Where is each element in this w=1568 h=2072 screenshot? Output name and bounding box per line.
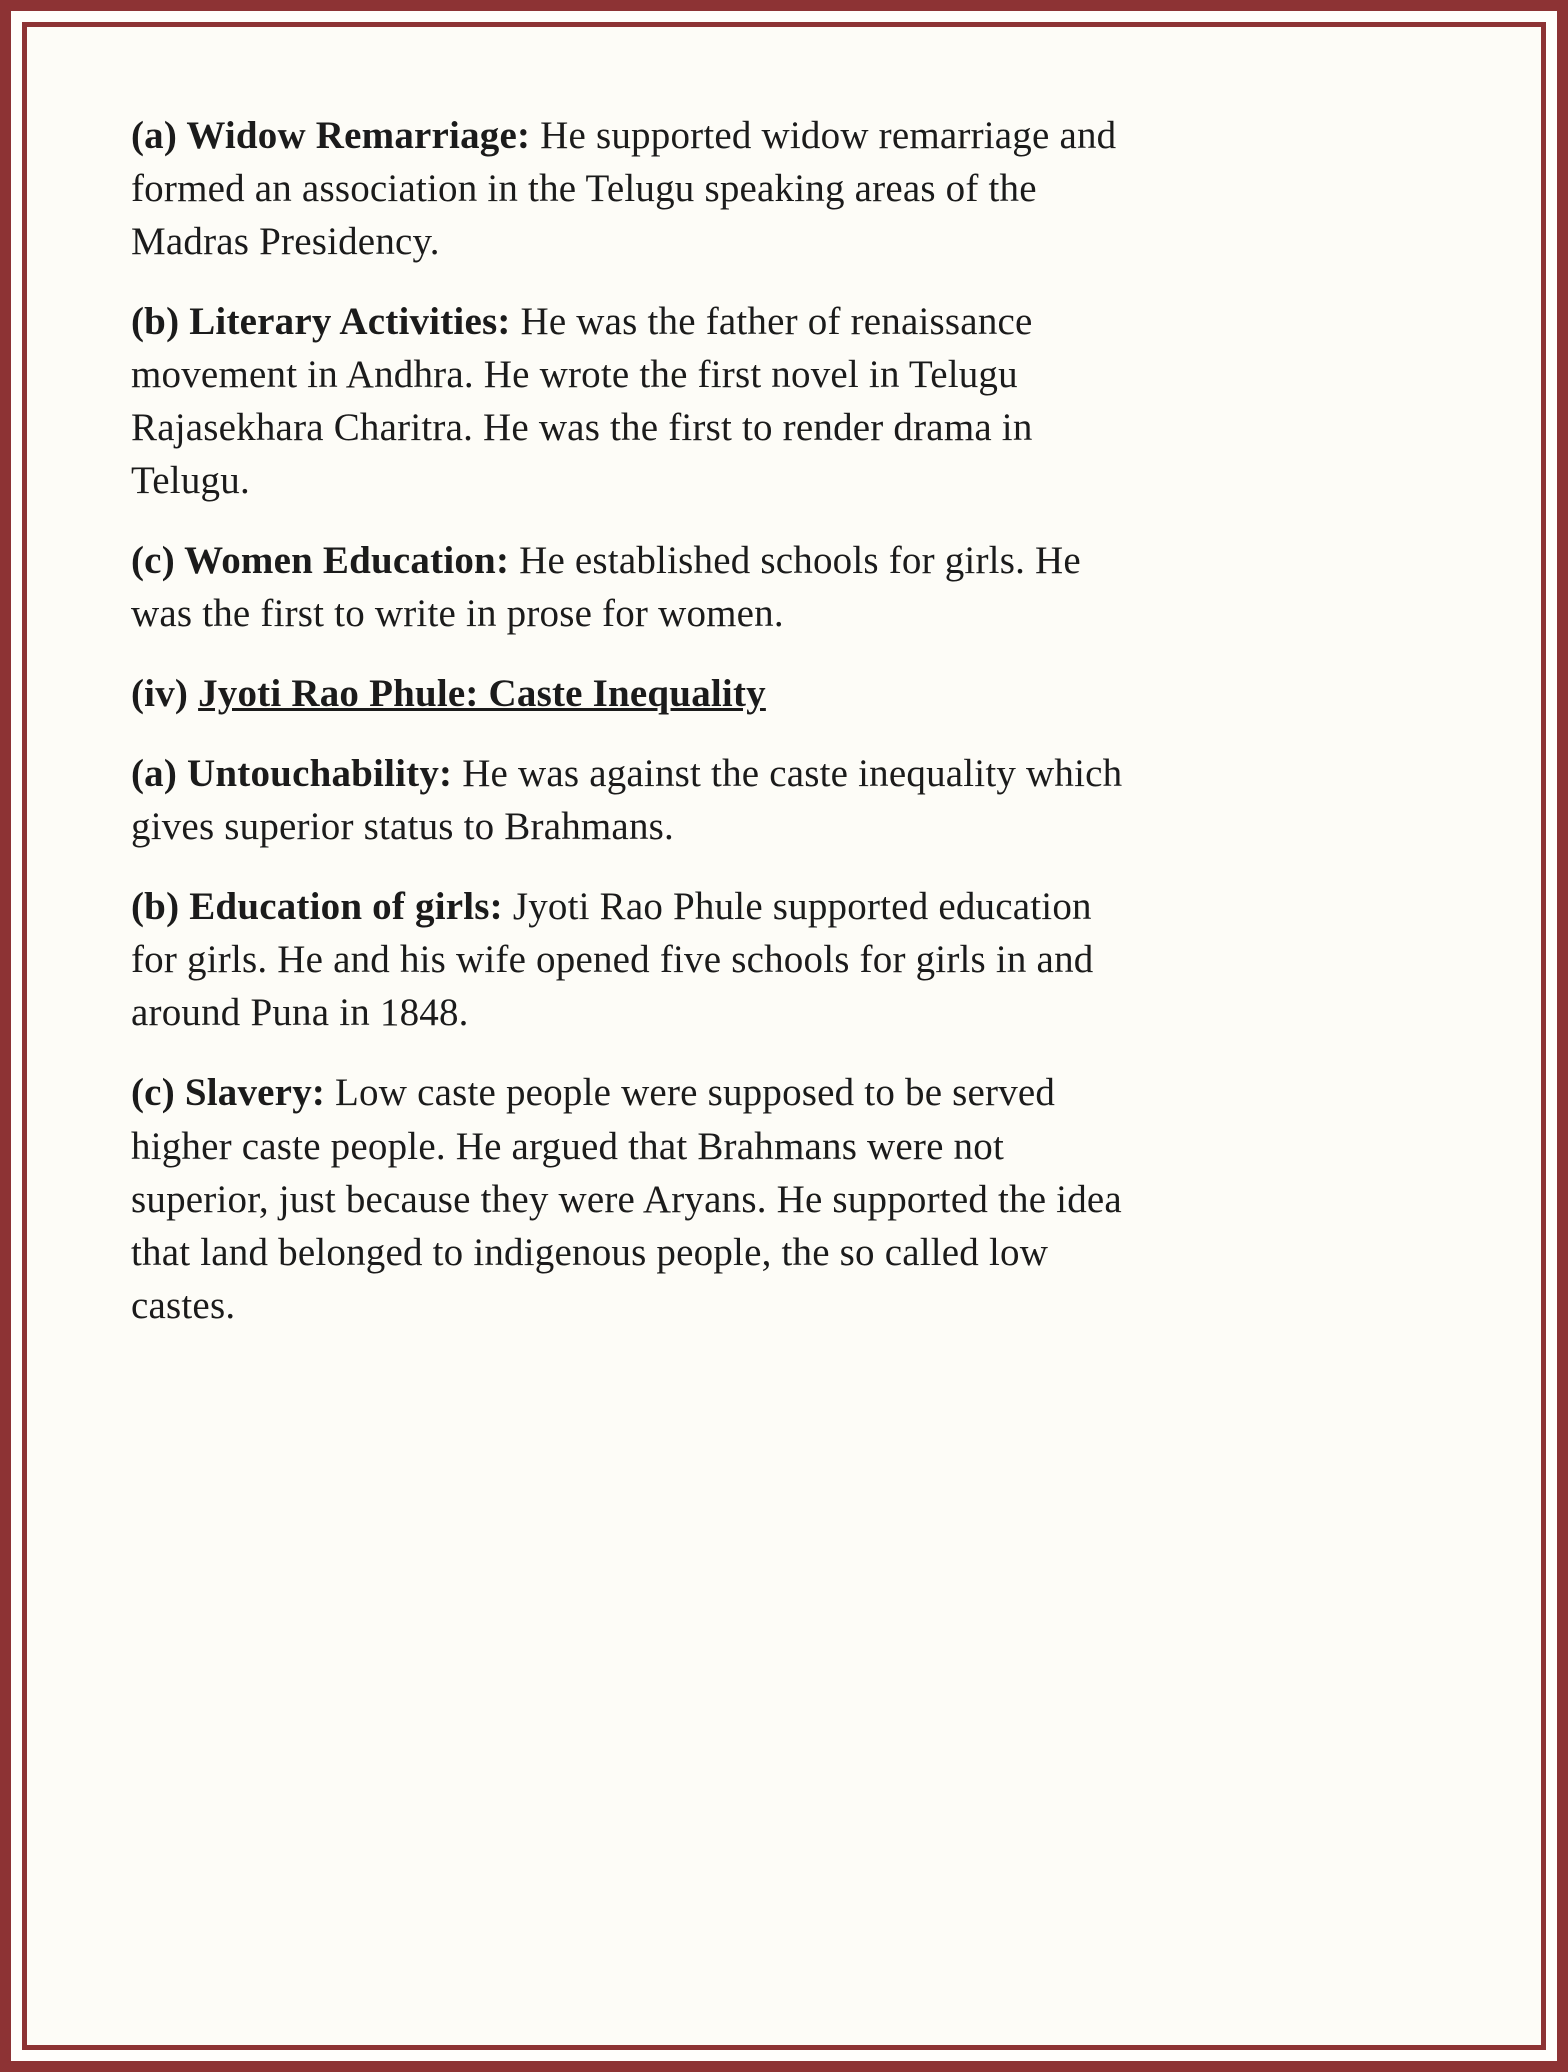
paragraph-literary-activities — [131, 295, 1131, 507]
paragraph-label — [131, 114, 530, 157]
paragraph-body: Low caste people were supposed to be served higher caste people. He argued that Brahmans were not superior, just because they were Aryans. He supported the idea that land belonged to indigenous people, the so called low castes. — [131, 1071, 1122, 1327]
item-prefix: (b) — [131, 885, 180, 929]
paragraph-education-of-girls — [131, 880, 1131, 1039]
paragraph-label — [131, 1071, 325, 1114]
paragraph-label — [131, 885, 503, 928]
item-heading: Slavery: — [184, 1071, 326, 1115]
document-content — [131, 109, 1131, 1332]
section-heading-jyoti-rao-phule — [131, 667, 1131, 720]
item-heading: Widow Remarriage: — [186, 114, 531, 157]
paragraph-label — [131, 300, 511, 343]
paragraph-widow-remarriage — [131, 109, 1131, 268]
item-prefix: (c) — [131, 539, 175, 583]
item-heading: Jyoti Rao Phule: Caste Inequality — [198, 672, 766, 716]
paragraph-label — [131, 672, 766, 715]
item-prefix: (b) — [131, 300, 180, 344]
paragraph-label — [131, 752, 452, 795]
page-border-inner — [22, 22, 1546, 2050]
paragraph-untouchability — [131, 747, 1131, 853]
paragraph-body: He was the father of renaissance movement in Andhra. He wrote the first novel in Telugu Rajasekhara Charitra. He was the first to render drama in Telugu. — [131, 300, 1033, 503]
item-prefix: (c) — [131, 1071, 175, 1115]
item-heading: Literary Activities: — [189, 300, 511, 344]
paragraph-women-education — [131, 534, 1131, 640]
item-heading: Women Education: — [184, 539, 510, 583]
paragraph-slavery — [131, 1066, 1131, 1331]
item-prefix: (a) — [131, 114, 178, 157]
item-prefix: (iv) — [131, 672, 189, 716]
paragraph-label — [131, 539, 509, 582]
paragraph-body: He supported widow remarriage and formed an association in the Telugu speaking areas of the Madras Presidency. — [131, 114, 1117, 264]
item-heading: Untouchability: — [187, 752, 453, 796]
paragraph-body: He was against the caste inequality which gives superior status to Brahmans. — [131, 752, 1123, 849]
item-heading: Education of girls: — [189, 885, 503, 929]
paragraph-body: Jyoti Rao Phule supported education for girls. He and his wife opened five schools for girls in and around Puna in 1848. — [131, 885, 1094, 1035]
item-prefix: (a) — [131, 752, 178, 796]
paragraph-body: He established schools for girls. He was the first to write in prose for women. — [131, 539, 1081, 636]
